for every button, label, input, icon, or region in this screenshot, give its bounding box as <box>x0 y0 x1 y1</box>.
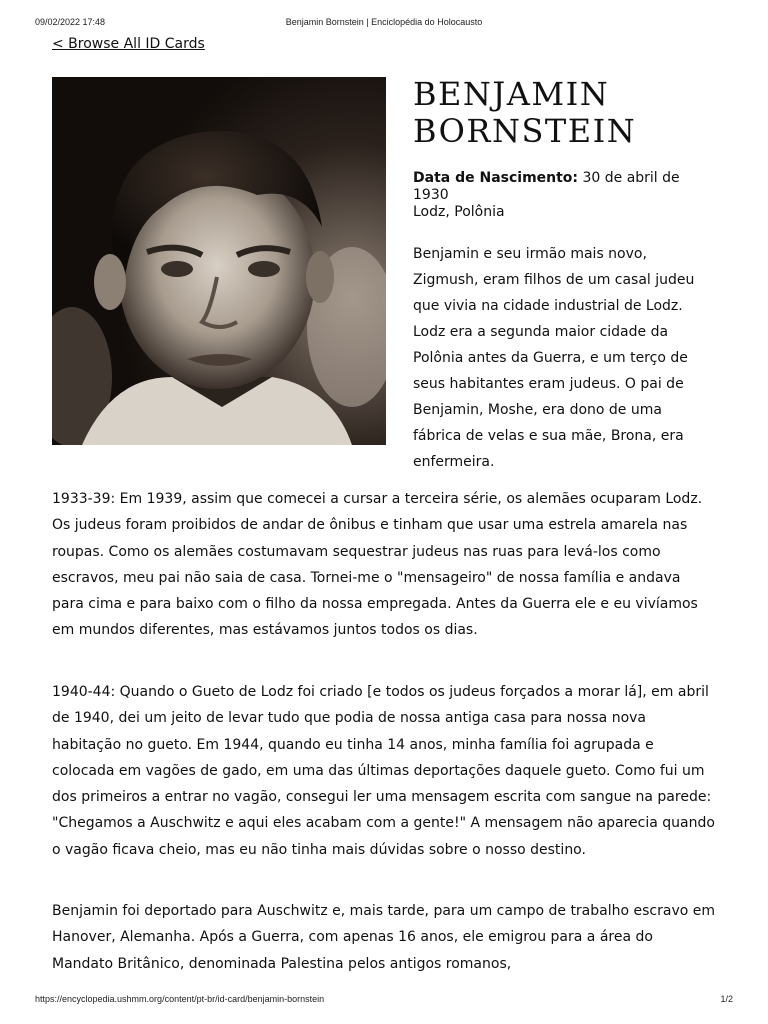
story-paragraph-1940-44: 1940-44: Quando o Gueto de Lodz foi criado [e todos os judeus forçados a morar lá], em abril de 1940, dei um jeito de levar tudo que podia de nossa antiga casa para nossa nova habitação no gueto. Em 1944, quando eu tinha 14 anos, minha família foi agrupada e colocada em vagões de gado, em uma das últimas deportações daquele gueto. Como fui um dos primeiros a entrar no vagão, consegui ler uma mensagem escrita com sangue na parede: "Chegamos a Auschwitz e aqui eles acabam com a gente!" A mensagem não aparecia quando o vagão ficava cheio, mas eu não tinha mais dúvidas sobre o nosso destino. <box>52 684 715 858</box>
print-footer <box>0 994 768 1006</box>
story-paragraph-1933-39: 1933-39: Em 1939, assim que comecei a cursar a terceira série, os alemães ocuparam Lodz. Os judeus foram proibidos de andar de ônibus e tinham que usar uma estrela amarela nas roupas. Como os alemães costumavam sequestrar judeus nas ruas para levá-los como escravos, meu pai não saia de casa. Tornei-me o "mensageiro" de nossa família e andava para cima e para baixo com o filho da nossa empregada. Antes da Guerra ele e eu vivíamos em mundos diferentes, mas estávamos juntos todos os dias. <box>52 491 703 639</box>
birth-label: Data de Nascimento: <box>413 170 579 186</box>
person-name <box>413 76 733 150</box>
print-datetime: 09/02/2022 17:48 <box>35 17 106 27</box>
birth-place: Lodz, Polônia <box>413 204 505 220</box>
person-first-name: BENJAMIN <box>413 75 610 113</box>
portrait-photo <box>52 77 386 445</box>
birth-date: 30 de abril de 1930 <box>413 170 680 203</box>
portrait-image <box>52 77 386 445</box>
browse-all-id-cards-link[interactable]: < Browse All ID Cards <box>52 36 205 52</box>
intro-paragraph: Benjamin e seu irmão mais novo, Zigmush, eram filhos de um casal judeu que vivia na cidade industrial de Lodz. Lodz era a segunda maior cidade da Polônia antes da Guerra, e um terço de seus habitantes eram judeus. O pai de Benjamin, Moshe, era dono de uma fábrica de velas e sua mãe, Brona, era enfermeira. <box>413 246 695 470</box>
person-last-name: BORNSTEIN <box>413 112 637 150</box>
print-url: https://encyclopedia.ushmm.org/content/pt-br/id-card/benjamin-bornstein <box>35 994 325 1004</box>
print-page-number: 1/2 <box>720 994 733 1004</box>
story-paragraph-postwar: Benjamin foi deportado para Auschwitz e, mais tarde, para um campo de trabalho escravo em Hanover, Alemanha. Após a Guerra, com apenas 16 anos, ele emigrou para a área do Mandato Britânico, denominada Palestina pelos antigos romanos, <box>52 903 715 972</box>
print-page-title: Benjamin Bornstein | Enciclopédia do Holocausto <box>285 17 483 27</box>
print-header <box>0 17 768 29</box>
birth-info <box>413 170 713 221</box>
